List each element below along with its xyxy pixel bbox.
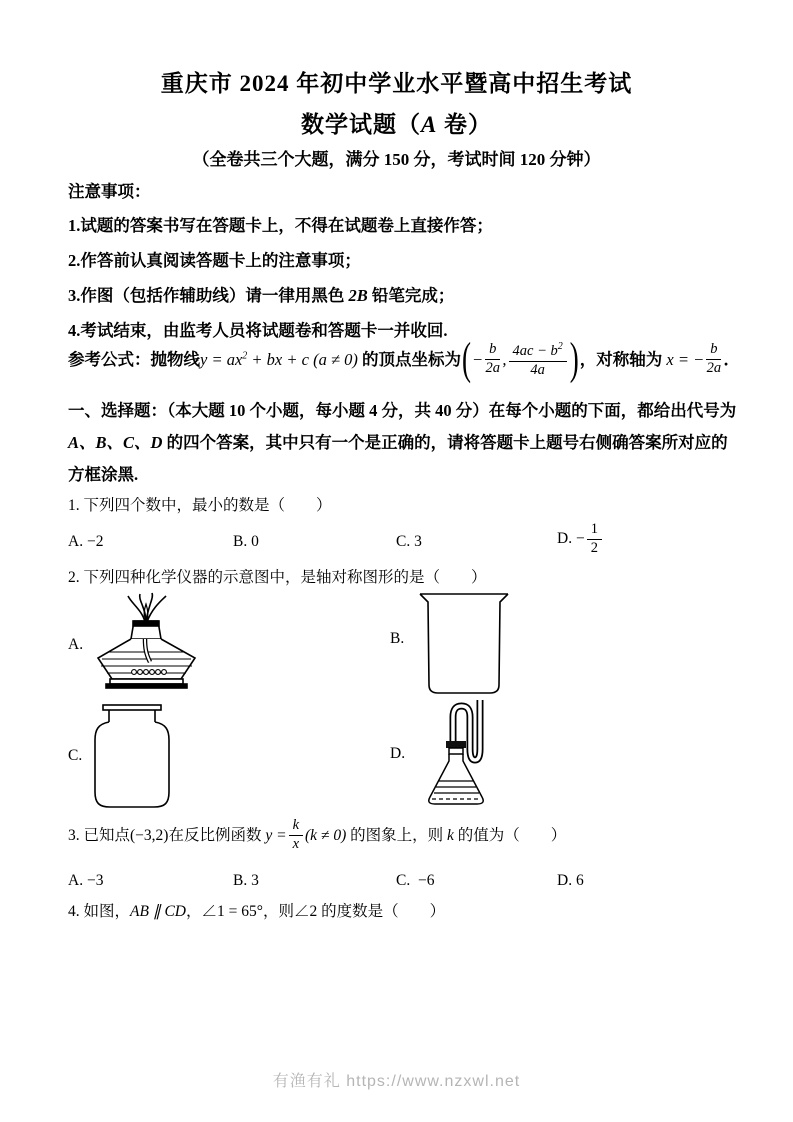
q3-option-a: A. −3 <box>68 872 104 889</box>
q2-figure-c-label: C. <box>68 747 83 764</box>
note-3-tail: 铅笔完成； <box>367 286 455 305</box>
q3-text-mid2: 的图象上，则 <box>346 826 447 844</box>
q1-d-fraction: $\frac{1}{2}$ <box>587 522 602 557</box>
q1-option-d: D. − $\frac{1}{2}$ <box>557 522 604 557</box>
q3-option-d: D. 6 <box>557 872 584 889</box>
q3-text-pre: 3. 已知点 <box>68 826 131 844</box>
site-watermark: 有渔有礼 https://www.nzxwl.net <box>272 1073 521 1090</box>
paper-subtitle <box>0 111 793 140</box>
q2-figure-d-label: D. <box>390 745 406 762</box>
subtitle-prefix: 数学试题（ <box>300 112 421 137</box>
q3-option-b: B. 3 <box>233 872 259 889</box>
question-1: 1. 下列四个数中，最小的数是（ ） <box>68 497 332 514</box>
subtitle-suffix: 卷） <box>437 112 493 137</box>
q3-fraction: $\frac{k}{x}$ <box>289 818 303 853</box>
note-3-text: 3.作图（包括作辅助线）请一律用黑色 <box>68 286 349 305</box>
note-item-4: 4.考试结束，由监考人员将试题卷和答题卡一并收回. <box>68 321 448 340</box>
q3-point: (−3,2) <box>130 826 169 844</box>
q3-condition: (k ≠ 0) <box>305 826 347 844</box>
q1-option-b: B. 0 <box>233 533 259 550</box>
question-2: 2. 下列四种化学仪器的示意图中，是轴对称图形的是（ ） <box>68 569 487 586</box>
reference-formula <box>68 332 740 384</box>
vertex-comma: , <box>502 349 507 369</box>
q3-text-tail: 的值为（ ） <box>453 826 567 844</box>
conical-flask-with-tube-icon <box>422 697 508 815</box>
section1-line1: 一、选择题：（本大题 10 个小题，每小题 4 分，共 40 分）在每个小题的下面，都给出代号为 <box>68 401 737 420</box>
q4-angle2: ∠2 <box>293 903 318 920</box>
question-3 <box>68 818 566 853</box>
axis-text: ，对称轴为 <box>579 349 667 369</box>
q4-parallel-statement: AB ∥ CD <box>130 903 186 920</box>
left-paren: ( <box>462 332 471 384</box>
q1-option-a: A. −2 <box>68 533 104 550</box>
page-title: 重庆市 2024 年初中学业水平暨高中招生考试 <box>160 71 633 96</box>
section1-line2-text: 的四个答案，其中只有一个是正确的，请将答题卡上题号右侧确答案所对应的 <box>162 433 728 452</box>
axis-equation: x = − <box>666 349 705 369</box>
beaker-icon <box>417 589 512 702</box>
wide-mouth-jar-icon <box>85 702 180 814</box>
q3-function-lhs: y = <box>265 826 287 844</box>
question-4: 4. 如图，AB ∥ CD，∠1 = 65°，则∠2 的度数是（ ） <box>68 903 446 920</box>
note-item-1: 1.试题的答案书写在答题卡上，不得在试题卷上直接作答； <box>68 216 493 235</box>
vertex-text: 的顶点坐标为 <box>357 349 461 369</box>
q3-option-c: C. −6 <box>396 872 435 889</box>
formula-period: ． <box>723 349 740 369</box>
right-paren: ) <box>569 332 579 384</box>
note-item-2: 2.作答前认真阅读答题卡上的注意事项； <box>68 251 361 270</box>
section1-line3: 方框涂黑. <box>68 465 139 484</box>
q3-text-mid1: 在反比例函数 <box>168 826 266 844</box>
alcohol-lamp-icon <box>88 592 206 690</box>
parabola-equation: $y = ax^2$ + bx + c (a ≠ 0) <box>200 349 358 369</box>
note-item-3 <box>68 286 454 307</box>
q3-k-variable: k <box>447 826 454 844</box>
vertex-y-fraction: $\frac{4ac - b^2}{4a}$ <box>509 341 567 379</box>
section1-line2 <box>68 433 728 454</box>
q2-figure-b-label: B. <box>390 630 405 647</box>
vertex-minus: − <box>472 349 484 369</box>
note-3-pencil-grade: 2B <box>348 286 368 305</box>
vertex-x-fraction: $\frac{b}{2a}$ <box>485 341 501 377</box>
exam-info-line: （全卷共三个大题，满分 150 分，考试时间 120 分钟） <box>192 150 601 169</box>
choice-letters: A、B、C、D <box>68 433 163 452</box>
axis-fraction: $\frac{b}{2a}$ <box>706 341 722 377</box>
formula-label: 参考公式：抛物线 <box>68 349 200 369</box>
q4-angle1: ∠1 = 65° <box>201 903 263 920</box>
q2-figure-a-label: A. <box>68 636 84 653</box>
q1-option-c: C. 3 <box>396 533 422 550</box>
notes-heading: 注意事项： <box>68 182 151 201</box>
subtitle-variant-letter: A <box>420 112 438 137</box>
